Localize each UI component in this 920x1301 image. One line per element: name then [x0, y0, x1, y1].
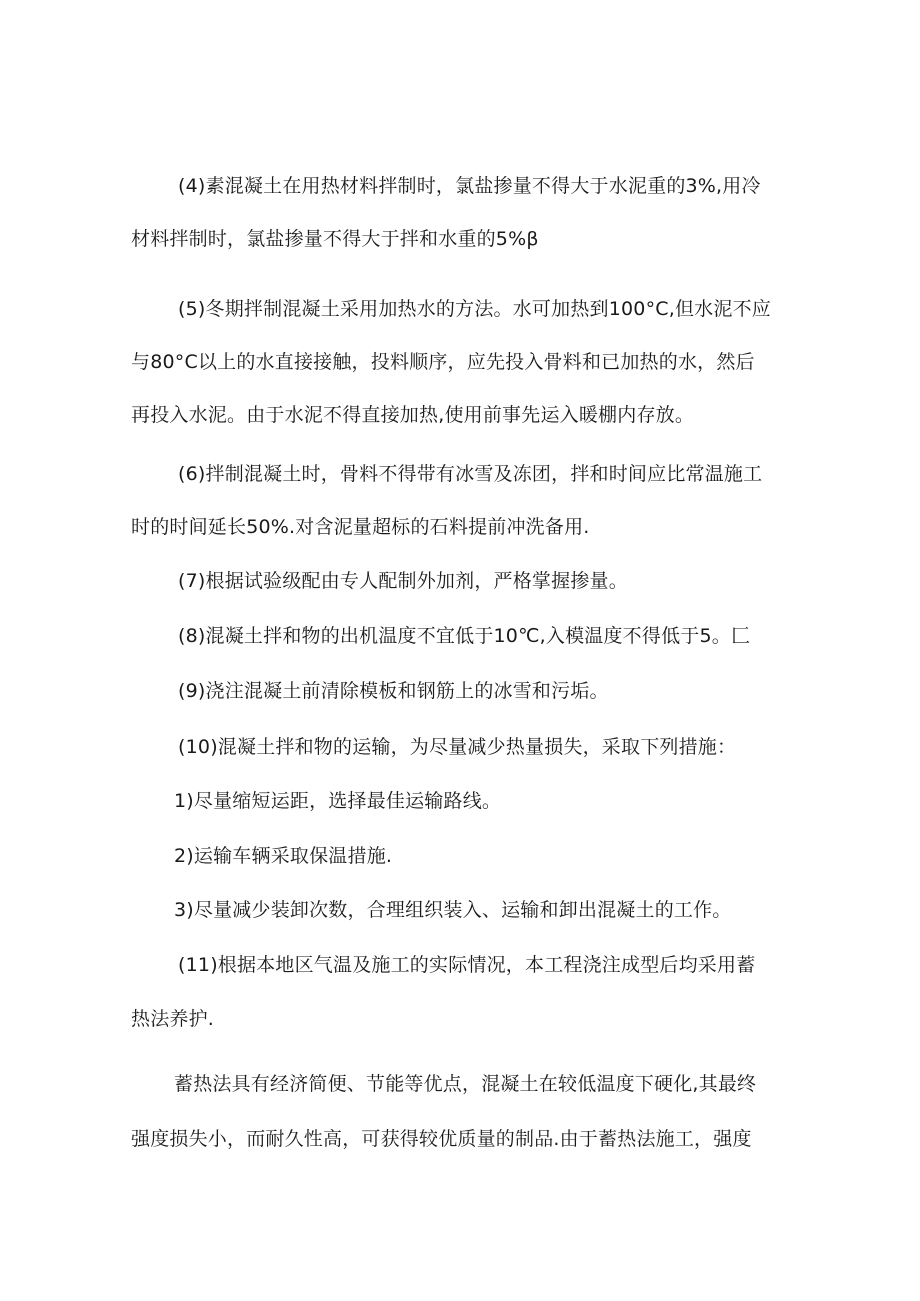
text-line: 材料拌制时，氯盐掺量不得大于拌和水重的5%β [131, 228, 539, 250]
text-line: 与80°C以上的水直接接触，投料顺序，应先投入骨料和已加热的水，然后 [131, 351, 755, 373]
text-line: 1)尽量缩短运距，选择最佳运输路线。 [174, 790, 502, 812]
text-line: 时的时间延长50%.对含泥量超标的石料提前冲洗备用. [131, 516, 590, 538]
text-line: 蓄热法具有经济简便、节能等优点，混凝土在较低温度下硬化,其最终 [174, 1073, 757, 1095]
text-line: 3)尽量减少装卸次数，合理组织装入、运输和卸出混凝土的工作。 [174, 899, 732, 921]
text-line: (11)根据本地区气温及施工的实际情况，本工程浇注成型后均采用蓄 [178, 954, 756, 976]
text-line: (4)素混凝土在用热材料拌制时，氯盐掺量不得大于水泥重的3%,用冷 [178, 175, 761, 197]
text-line: (8)混凝土拌和物的出机温度不宜低于10℃,入模温度不得低于5。匚 [178, 625, 751, 647]
text-line: (7)根据试验级配由专人配制外加剂，严格掌握掺量。 [178, 570, 628, 592]
text-line: (5)冬期拌制混凝土采用加热水的方法。水可加热到100°C,但水泥不应 [178, 298, 771, 320]
text-line: 强度损失小，而耐久性高，可获得较优质量的制品.由于蓄热法施工，强度 [131, 1128, 752, 1150]
text-line: (9)浇注混凝土前清除模板和钢筋上的冰雪和污垢。 [178, 680, 609, 702]
text-line: (10)混凝土拌和物的运输，为尽量减少热量损失，采取下列措施： [178, 736, 737, 758]
text-line: 热法养护. [131, 1008, 215, 1030]
text-line: 2)运输车辆采取保温措施. [174, 845, 393, 867]
text-line: (6)拌制混凝土时，骨料不得带有冰雪及冻团，拌和时间应比常温施工 [178, 463, 763, 485]
text-line: 再投入水泥。由于水泥不得直接加热,使用前事先运入暖棚内存放。 [131, 404, 695, 426]
